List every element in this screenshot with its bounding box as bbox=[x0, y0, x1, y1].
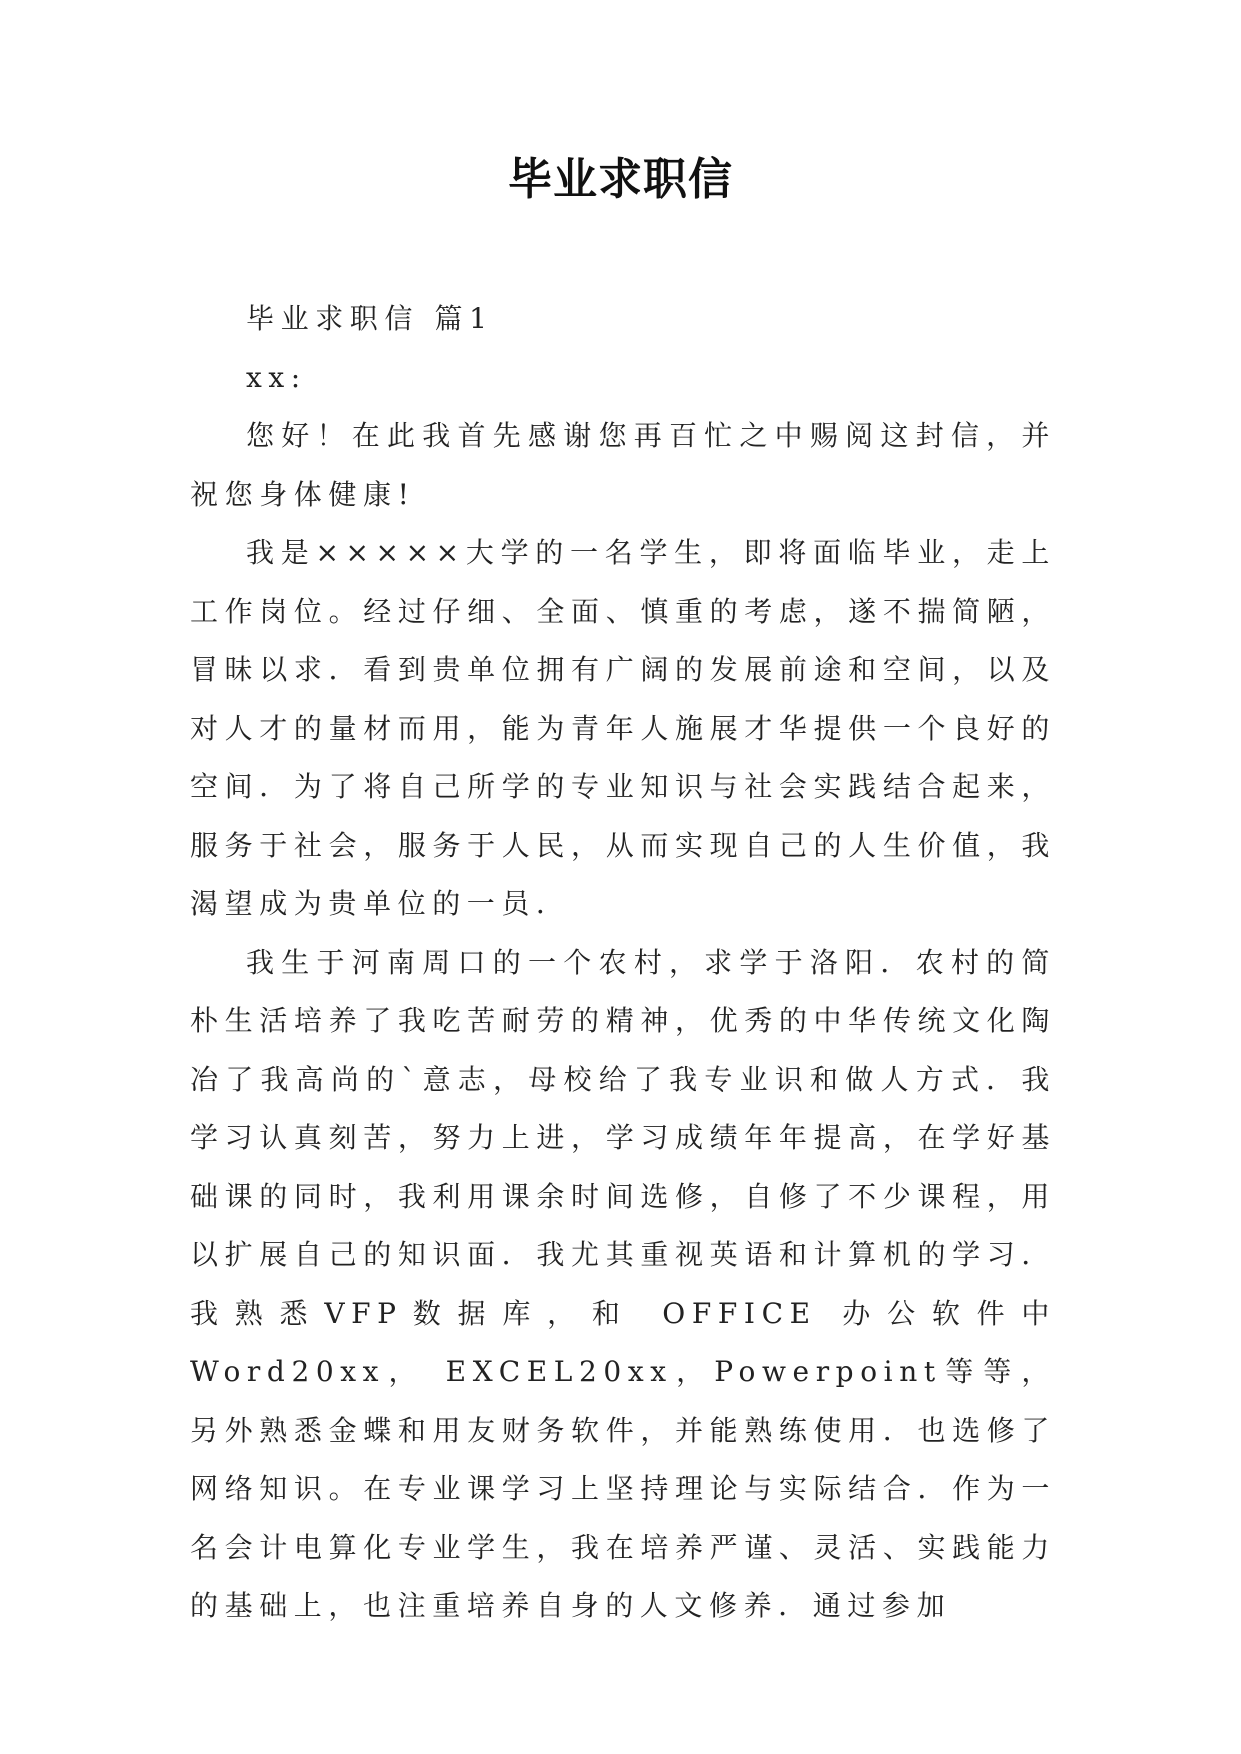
paragraph-background: 我生于河南周口的一个农村，求学于洛阳．农村的简朴生活培养了我吃苦耐劳的精神，优秀的中华传统文化陶冶了我高尚的`意志，母校给了我专业识和做人方式．我学习认真刻苦，努力上进，学习成绩年年提高，在学好基础课的同时，我利用课余时间选修，自修了不少课程，用以扩展自己的知识面．我尤其重视英语和计算机的学习．我熟悉VFP数据库，和 OFFICE 办公软件中 Word20xx， EXCEL20xx，Powerpoint等等，另外熟悉金蝶和用友财务软件，并能熟练使用．也选修了网络知识。在专业课学习上坚持理论与实际结合．作为一名会计电算化专业学生，我在培养严谨、灵活、实践能力的基础上，也注重培养自身的人文修养．通过参加 bbox=[190, 945, 1056, 1622]
document-title: 毕业求职信 bbox=[508, 154, 733, 205]
paragraph-greeting: 您好！在此我首先感谢您再百忙之中赐阅这封信，并祝您身体健康! bbox=[190, 419, 1056, 511]
section-heading: 毕业求职信 篇1 bbox=[246, 302, 494, 335]
salutation: xx: bbox=[246, 360, 307, 394]
paragraph-introduction: 我是×××××大学的一名学生，即将面临毕业，走上工作岗位。经过仔细、全面、慎重的考虑，遂不揣简陋，冒昧以求．看到贵单位拥有广阔的发展前途和空间，以及对人才的量材而用，能为青年人施展才华提供一个良好的空间．为了将自己所学的专业知识与社会实践结合起来，服务于社会，服务于人民，从而实现自己的人生价值，我渴望成为贵单位的一员． bbox=[190, 536, 1056, 920]
document-body bbox=[190, 290, 1056, 1636]
